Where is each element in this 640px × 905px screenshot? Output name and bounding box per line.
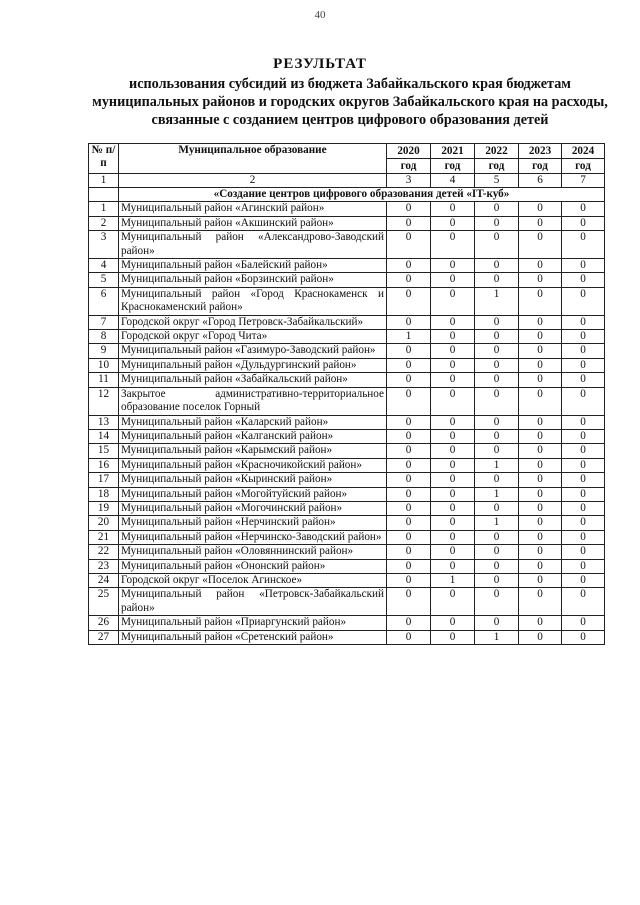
year-value: 0 <box>387 501 431 515</box>
year-value: 0 <box>387 373 431 387</box>
row-number: 8 <box>89 330 119 344</box>
year-value: 0 <box>519 415 562 429</box>
column-number: 2 <box>119 174 387 188</box>
table-row <box>89 501 605 515</box>
table-row <box>89 273 605 287</box>
municipality-name: Муниципальный район «Нерчинский район» <box>119 516 387 530</box>
year-value: 0 <box>562 487 605 501</box>
year-value: 1 <box>387 330 431 344</box>
document-subtitle: использования субсидий из бюджета Забайкальского края бюджетам муниципальных районов и городских округов Забайкальского края на расходы, связанные с созданием центров цифрового образования детей <box>92 76 608 128</box>
row-number: 10 <box>89 358 119 372</box>
municipality-name: Муниципальный район «Петровск-Забайкальский район» <box>119 588 387 616</box>
year-value: 1 <box>475 287 519 315</box>
section-title: «Создание центров цифрового образования детей «IT-куб» <box>119 188 605 202</box>
municipality-name: Муниципальный район «Могочинский район» <box>119 501 387 515</box>
row-number: 11 <box>89 373 119 387</box>
year-value: 0 <box>519 358 562 372</box>
municipality-name: Городской округ «Поселок Агинское» <box>119 573 387 587</box>
year-value: 0 <box>519 573 562 587</box>
year-value: 0 <box>387 344 431 358</box>
municipality-name: Муниципальный район «Оловяннинский район» <box>119 545 387 559</box>
year-value: 0 <box>431 473 475 487</box>
year-value: 0 <box>431 501 475 515</box>
municipality-name: Городской округ «Город Петровск-Забайкальский» <box>119 315 387 329</box>
header-municipality: Муниципальное образование <box>119 144 387 174</box>
year-value: 0 <box>562 231 605 259</box>
year-value: 0 <box>562 259 605 273</box>
year-value: 0 <box>519 344 562 358</box>
year-value: 0 <box>562 273 605 287</box>
year-value: 0 <box>475 373 519 387</box>
municipality-name: Муниципальный район «Газимуро-Заводский район» <box>119 344 387 358</box>
year-value: 0 <box>562 387 605 415</box>
year-value: 0 <box>475 259 519 273</box>
header-year-2023: 2023 год <box>519 144 562 174</box>
year-value: 0 <box>431 630 475 644</box>
year-value: 0 <box>519 429 562 443</box>
year-value: 0 <box>431 273 475 287</box>
year-value: 0 <box>562 530 605 544</box>
row-number: 25 <box>89 588 119 616</box>
column-number: 6 <box>519 174 562 188</box>
year-value: 0 <box>387 444 431 458</box>
year-value: 0 <box>562 415 605 429</box>
table-row <box>89 616 605 630</box>
year-value: 0 <box>562 473 605 487</box>
year-value: 0 <box>431 231 475 259</box>
year-value: 0 <box>387 487 431 501</box>
year-value: 0 <box>475 573 519 587</box>
row-number: 19 <box>89 501 119 515</box>
column-number: 5 <box>475 174 519 188</box>
year-value: 0 <box>562 373 605 387</box>
table-row <box>89 630 605 644</box>
year-value: 0 <box>475 588 519 616</box>
year-value: 0 <box>475 429 519 443</box>
document-title: РЕЗУЛЬТАТ <box>273 56 367 72</box>
municipality-name: Муниципальный район «Сретенский район» <box>119 630 387 644</box>
table-row <box>89 588 605 616</box>
year-value: 0 <box>519 273 562 287</box>
year-value: 0 <box>519 216 562 230</box>
year-value: 0 <box>475 444 519 458</box>
column-number: 4 <box>431 174 475 188</box>
year-value: 0 <box>387 287 431 315</box>
table-row <box>89 202 605 216</box>
year-value: 0 <box>562 559 605 573</box>
year-value: 0 <box>562 429 605 443</box>
row-number: 26 <box>89 616 119 630</box>
year-value: 0 <box>431 344 475 358</box>
table-row <box>89 530 605 544</box>
year-value: 0 <box>519 458 562 472</box>
year-value: 0 <box>475 559 519 573</box>
year-value: 0 <box>562 458 605 472</box>
year-value: 0 <box>519 616 562 630</box>
table-row <box>89 231 605 259</box>
year-value: 0 <box>431 202 475 216</box>
year-value: 0 <box>431 545 475 559</box>
year-value: 1 <box>475 487 519 501</box>
year-value: 0 <box>387 358 431 372</box>
municipality-name: Муниципальный район «Калганский район» <box>119 429 387 443</box>
municipality-name: Закрытое административно-территориальное образование поселок Горный <box>119 387 387 415</box>
year-value: 0 <box>562 501 605 515</box>
table-row <box>89 259 605 273</box>
header-year-2024: 2024 год <box>562 144 605 174</box>
year-value: 0 <box>387 202 431 216</box>
municipality-name: Муниципальный район «Город Краснокаменск и Краснокаменский район» <box>119 287 387 315</box>
year-value: 0 <box>475 330 519 344</box>
year-value: 0 <box>387 259 431 273</box>
year-value: 0 <box>562 545 605 559</box>
row-number: 21 <box>89 530 119 544</box>
year-value: 0 <box>519 516 562 530</box>
table-row <box>89 287 605 315</box>
year-value: 0 <box>431 287 475 315</box>
row-number: 5 <box>89 273 119 287</box>
table-row <box>89 545 605 559</box>
year-value: 0 <box>519 315 562 329</box>
year-value: 0 <box>519 287 562 315</box>
table-row <box>89 516 605 530</box>
year-value: 0 <box>387 545 431 559</box>
year-value: 0 <box>519 630 562 644</box>
year-value: 0 <box>431 444 475 458</box>
year-value: 0 <box>431 429 475 443</box>
year-value: 0 <box>387 315 431 329</box>
year-value: 0 <box>431 588 475 616</box>
year-value: 0 <box>562 358 605 372</box>
year-value: 0 <box>431 358 475 372</box>
row-number: 22 <box>89 545 119 559</box>
row-number: 20 <box>89 516 119 530</box>
row-number: 27 <box>89 630 119 644</box>
year-value: 0 <box>519 330 562 344</box>
header-year-2020: 2020 год <box>387 144 431 174</box>
row-number: 2 <box>89 216 119 230</box>
municipality-name: Муниципальный район «Балейский район» <box>119 259 387 273</box>
year-value: 0 <box>387 473 431 487</box>
year-value: 0 <box>562 616 605 630</box>
year-value: 0 <box>475 315 519 329</box>
municipality-name: Муниципальный район «Каларский район» <box>119 415 387 429</box>
year-value: 0 <box>562 573 605 587</box>
municipality-name: Муниципальный район «Александрово-Заводский район» <box>119 231 387 259</box>
row-number: 7 <box>89 315 119 329</box>
year-value: 0 <box>387 530 431 544</box>
year-value: 0 <box>431 330 475 344</box>
year-value: 0 <box>475 387 519 415</box>
year-value: 0 <box>562 202 605 216</box>
results-table <box>88 143 605 645</box>
year-value: 0 <box>519 473 562 487</box>
table-row <box>89 444 605 458</box>
year-value: 0 <box>562 216 605 230</box>
municipality-name: Муниципальный район «Приаргунский район» <box>119 616 387 630</box>
municipality-name: Муниципальный район «Агинский район» <box>119 202 387 216</box>
year-value: 0 <box>387 559 431 573</box>
table-row <box>89 559 605 573</box>
year-value: 0 <box>519 530 562 544</box>
year-value: 0 <box>475 358 519 372</box>
municipality-name: Муниципальный район «Нерчинско-Заводский район» <box>119 530 387 544</box>
row-number: 17 <box>89 473 119 487</box>
year-value: 0 <box>519 373 562 387</box>
row-number: 4 <box>89 259 119 273</box>
year-value: 0 <box>475 202 519 216</box>
year-value: 0 <box>387 231 431 259</box>
year-value: 0 <box>431 530 475 544</box>
year-value: 0 <box>387 273 431 287</box>
year-value: 1 <box>475 516 519 530</box>
row-number: 23 <box>89 559 119 573</box>
column-numbers-row <box>89 174 605 188</box>
municipality-name: Муниципальный район «Забайкальский район» <box>119 373 387 387</box>
section-row <box>89 188 605 202</box>
row-number: 12 <box>89 387 119 415</box>
municipality-name: Муниципальный район «Красночикойский район» <box>119 458 387 472</box>
year-value: 0 <box>431 559 475 573</box>
year-value: 0 <box>475 530 519 544</box>
year-value: 0 <box>431 415 475 429</box>
year-value: 0 <box>475 344 519 358</box>
year-value: 1 <box>475 630 519 644</box>
row-number: 14 <box>89 429 119 443</box>
year-value: 0 <box>475 216 519 230</box>
column-number: 1 <box>89 174 119 188</box>
table-row <box>89 373 605 387</box>
year-value: 0 <box>475 273 519 287</box>
year-value: 0 <box>431 616 475 630</box>
year-value: 0 <box>475 501 519 515</box>
year-value: 0 <box>562 315 605 329</box>
table-row <box>89 216 605 230</box>
row-number: 3 <box>89 231 119 259</box>
year-value: 0 <box>475 616 519 630</box>
column-number: 3 <box>387 174 431 188</box>
year-value: 0 <box>562 330 605 344</box>
table-row <box>89 473 605 487</box>
table-row <box>89 415 605 429</box>
year-value: 0 <box>562 516 605 530</box>
year-value: 0 <box>431 315 475 329</box>
header-num: № п/п <box>89 144 119 174</box>
municipality-name: Городской округ «Город Чита» <box>119 330 387 344</box>
year-value: 1 <box>475 458 519 472</box>
year-value: 0 <box>562 444 605 458</box>
municipality-name: Муниципальный район «Могойтуйский район» <box>119 487 387 501</box>
year-value: 0 <box>519 231 562 259</box>
year-value: 1 <box>431 573 475 587</box>
row-number: 13 <box>89 415 119 429</box>
year-value: 0 <box>562 287 605 315</box>
year-value: 0 <box>519 501 562 515</box>
year-value: 0 <box>431 458 475 472</box>
column-number: 7 <box>562 174 605 188</box>
municipality-name: Муниципальный район «Карымский район» <box>119 444 387 458</box>
year-value: 0 <box>519 559 562 573</box>
row-number: 16 <box>89 458 119 472</box>
municipality-name: Муниципальный район «Ононский район» <box>119 559 387 573</box>
year-value: 0 <box>519 545 562 559</box>
year-value: 0 <box>431 216 475 230</box>
year-value: 0 <box>387 588 431 616</box>
row-number: 6 <box>89 287 119 315</box>
page-number: 40 <box>314 9 326 21</box>
table-row <box>89 429 605 443</box>
table-row <box>89 573 605 587</box>
year-value: 0 <box>387 630 431 644</box>
year-value: 0 <box>562 344 605 358</box>
table-header-row <box>89 144 605 174</box>
year-value: 0 <box>519 487 562 501</box>
row-number: 1 <box>89 202 119 216</box>
header-year-2022: 2022 год <box>475 144 519 174</box>
row-number: 9 <box>89 344 119 358</box>
year-value: 0 <box>387 573 431 587</box>
year-value: 0 <box>431 516 475 530</box>
year-value: 0 <box>519 588 562 616</box>
year-value: 0 <box>475 231 519 259</box>
row-number: 24 <box>89 573 119 587</box>
year-value: 0 <box>475 473 519 487</box>
table-row <box>89 358 605 372</box>
table-row <box>89 330 605 344</box>
header-year-2021: 2021 год <box>431 144 475 174</box>
year-value: 0 <box>475 415 519 429</box>
year-value: 0 <box>475 545 519 559</box>
year-value: 0 <box>431 487 475 501</box>
year-value: 0 <box>431 373 475 387</box>
municipality-name: Муниципальный район «Дульдургинский район» <box>119 358 387 372</box>
table-row <box>89 487 605 501</box>
year-value: 0 <box>387 216 431 230</box>
row-number: 18 <box>89 487 119 501</box>
year-value: 0 <box>387 429 431 443</box>
year-value: 0 <box>387 458 431 472</box>
year-value: 0 <box>562 630 605 644</box>
year-value: 0 <box>519 387 562 415</box>
year-value: 0 <box>431 387 475 415</box>
year-value: 0 <box>387 616 431 630</box>
year-value: 0 <box>519 202 562 216</box>
municipality-name: Муниципальный район «Борзинский район» <box>119 273 387 287</box>
year-value: 0 <box>431 259 475 273</box>
year-value: 0 <box>519 444 562 458</box>
municipality-name: Муниципальный район «Кыринский район» <box>119 473 387 487</box>
section-spacer <box>89 188 119 202</box>
municipality-name: Муниципальный район «Акшинский район» <box>119 216 387 230</box>
year-value: 0 <box>387 516 431 530</box>
table-row <box>89 315 605 329</box>
year-value: 0 <box>387 415 431 429</box>
table-row <box>89 387 605 415</box>
year-value: 0 <box>519 259 562 273</box>
year-value: 0 <box>387 387 431 415</box>
table-row <box>89 458 605 472</box>
row-number: 15 <box>89 444 119 458</box>
table-row <box>89 344 605 358</box>
year-value: 0 <box>562 588 605 616</box>
